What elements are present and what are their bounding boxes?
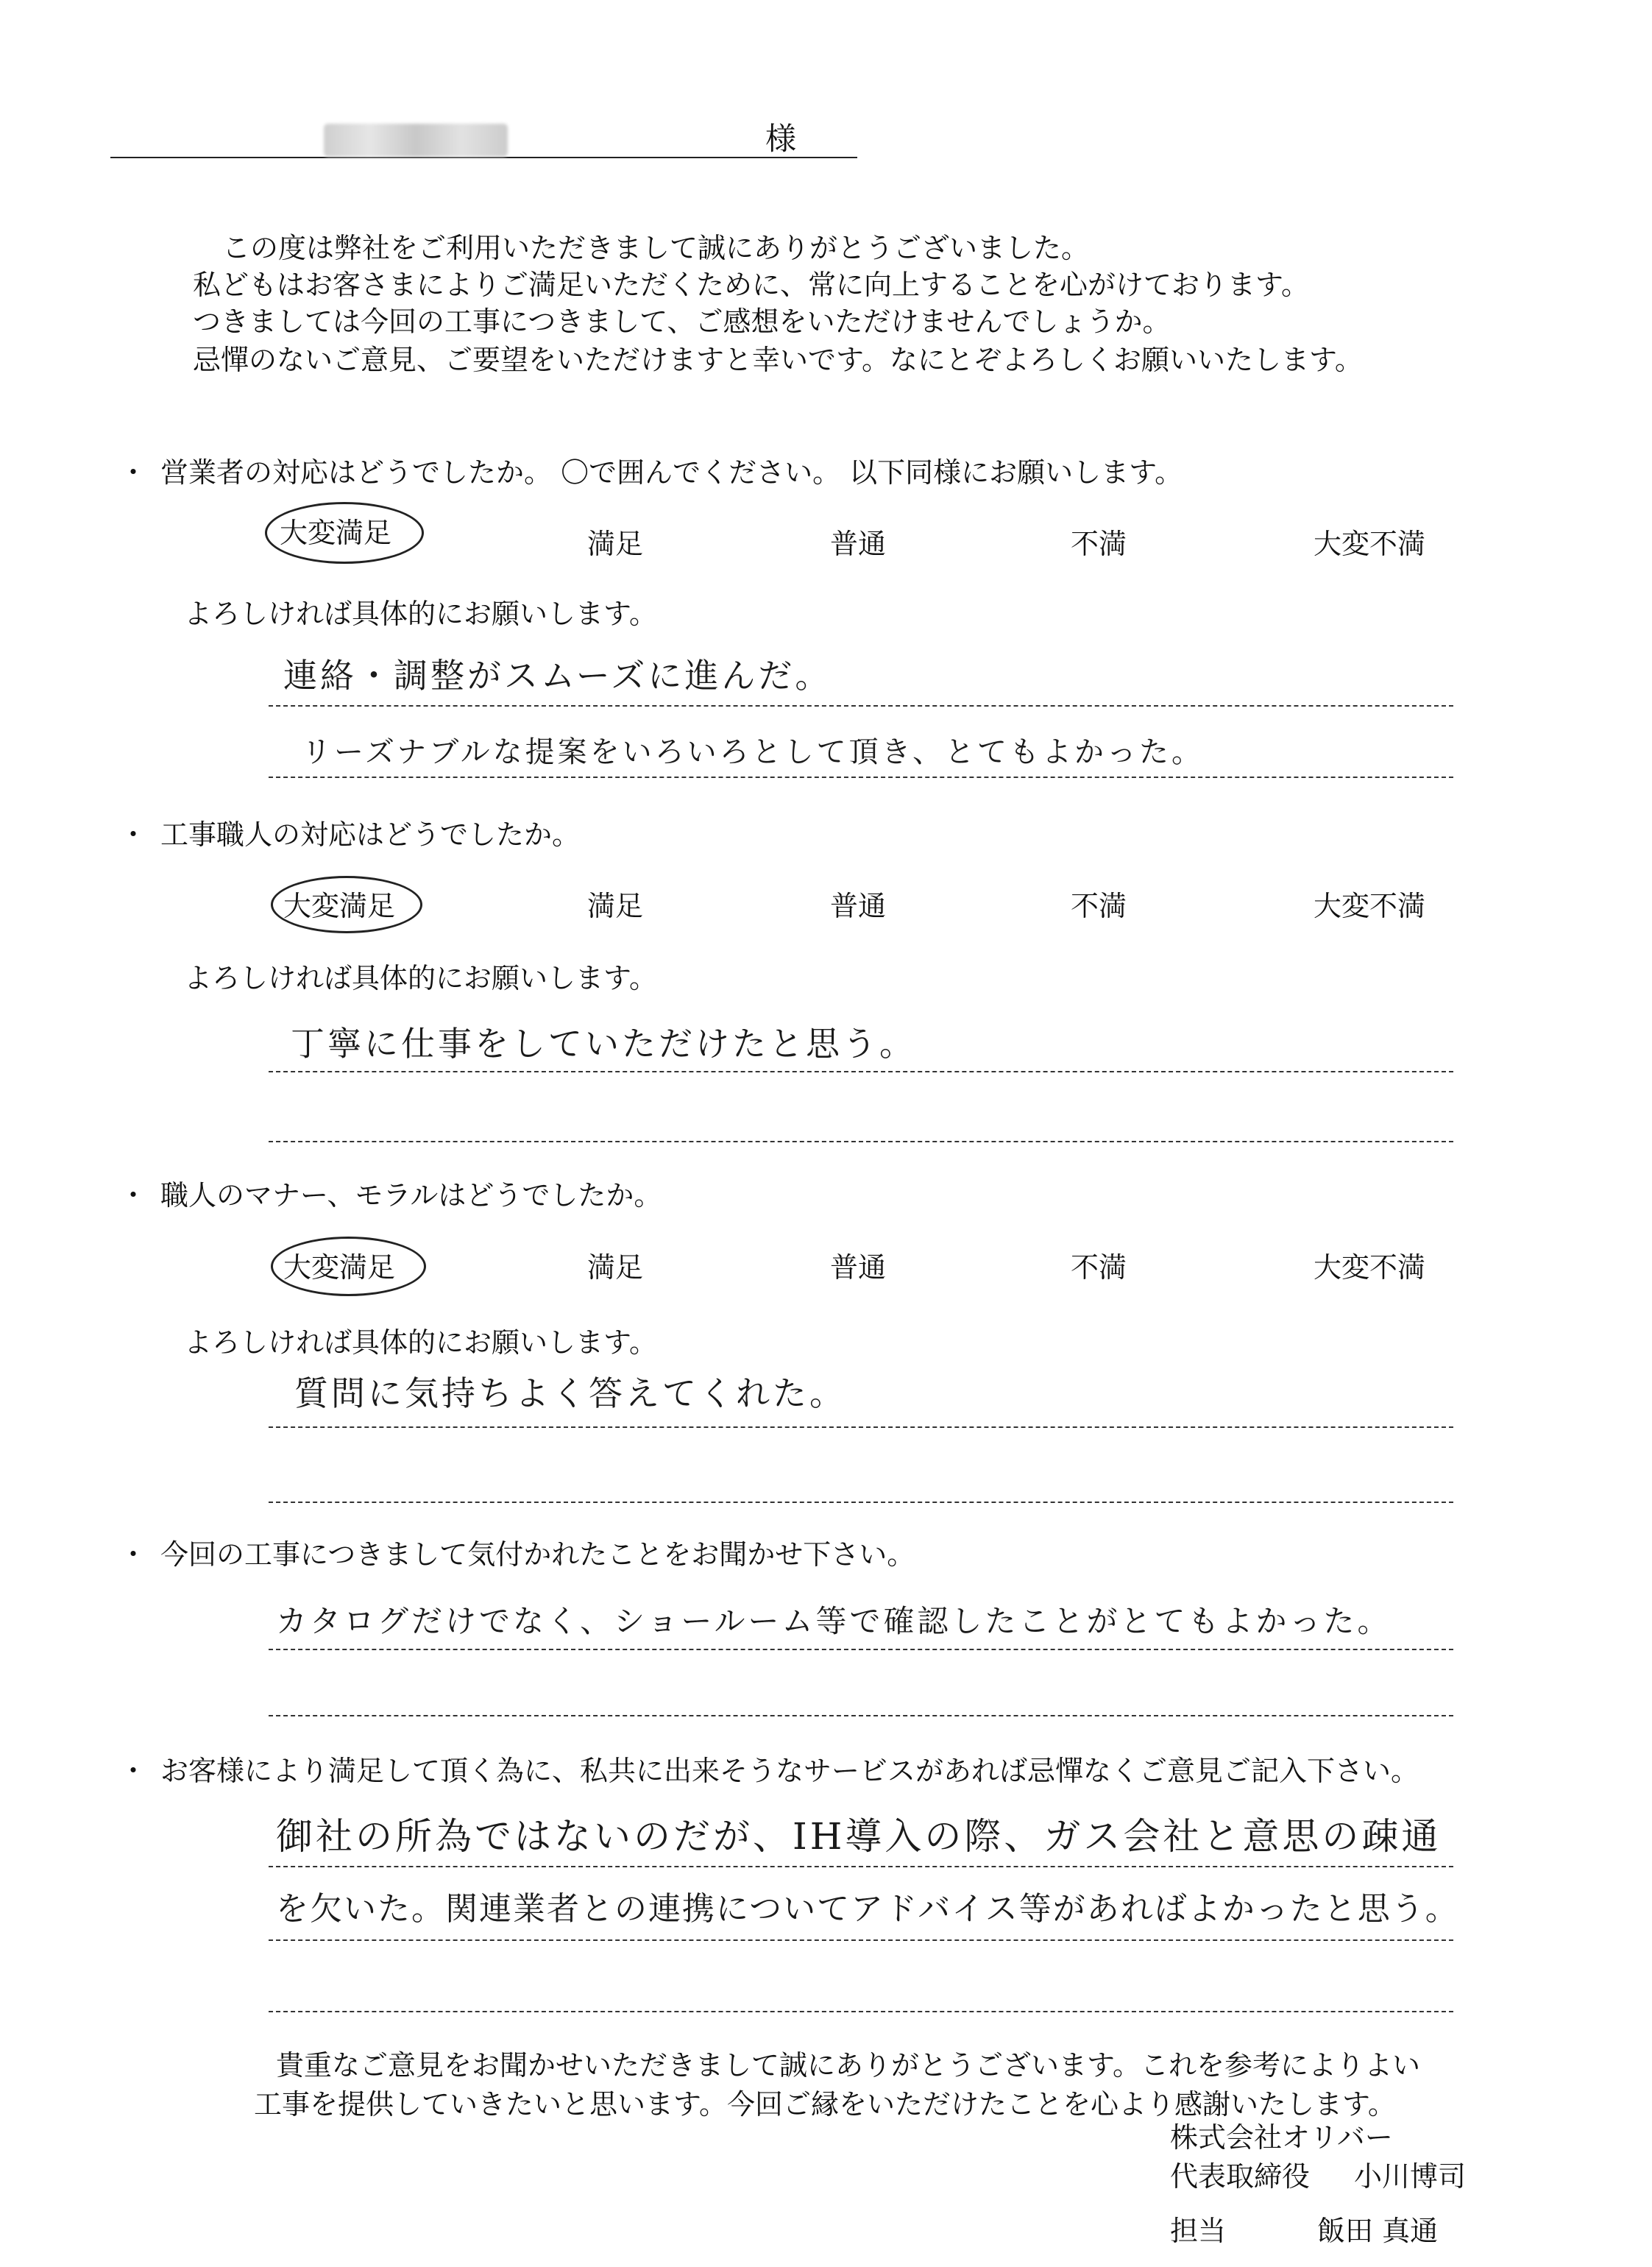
redacted-recipient-name	[324, 124, 508, 157]
recipient-underline	[110, 157, 857, 158]
bullet: ・	[119, 1538, 148, 1571]
detail-prompt: よろしければ具体的にお願いします。	[184, 962, 657, 994]
bullet: ・	[119, 1755, 148, 1787]
answer-line	[269, 2011, 1453, 2012]
answer-3-line-1[interactable]: 質問に気持ちよく答えてくれた。	[294, 1373, 846, 1413]
answer-line	[269, 705, 1453, 707]
rating-very-satisfied[interactable]: 大変満足	[283, 890, 396, 922]
answer-line	[269, 1426, 1453, 1428]
rating-dissatisfied[interactable]: 不満	[1071, 890, 1127, 922]
question-5-text: お客様により満足して頂く為に、私共に出来そうなサービスがあれば忌憚なくご意見ご記入下さい。	[160, 1755, 1419, 1787]
rating-neutral[interactable]: 普通	[830, 890, 887, 922]
rating-very-satisfied[interactable]: 大変満足	[280, 517, 392, 549]
answer-line	[269, 1649, 1453, 1650]
rating-very-dissatisfied[interactable]: 大変不満	[1314, 1251, 1426, 1284]
answer-line	[269, 1866, 1453, 1867]
answer-5-line-2[interactable]: を欠いた。関連業者との連携についてアドバイス等があればよかったと思う。	[276, 1890, 1459, 1928]
question-3-text: 職人のマナー、モラルはどうでしたか。	[160, 1179, 662, 1212]
staff-label: 担当	[1170, 2215, 1227, 2247]
answer-1-line-2[interactable]: リーズナブルな提案をいろいろとして頂き、とてもよかった。	[302, 735, 1204, 769]
detail-prompt: よろしければ具体的にお願いします。	[184, 1326, 657, 1359]
representative-title: 代表取締役	[1170, 2160, 1311, 2193]
answer-line	[269, 1071, 1453, 1072]
company-name: 株式会社オリバー	[1170, 2121, 1393, 2154]
question-1-text: 営業者の対応はどうでしたか。 〇で囲んでください。 以下同様にお願いします。	[160, 456, 1183, 489]
rating-dissatisfied[interactable]: 不満	[1071, 528, 1127, 560]
intro-line-4: 忌憚のないご意見、ご要望をいただけますと幸いです。なにとぞよろしくお願いいたします。	[193, 344, 1363, 376]
question-2-text: 工事職人の対応はどうでしたか。	[160, 818, 581, 851]
bullet: ・	[119, 818, 148, 851]
answer-5-line-1[interactable]: 御社の所為ではないのだが、IH導入の際、ガス会社と意思の疎通	[276, 1815, 1442, 1858]
rating-satisfied[interactable]: 満足	[587, 528, 644, 560]
rating-neutral[interactable]: 普通	[830, 1251, 887, 1284]
answer-line	[269, 1141, 1453, 1142]
intro-line-1: この度は弊社をご利用いただきまして誠にありがとうございました。	[222, 232, 1090, 264]
closing-line-1: 貴重なご意見をお聞かせいただきまして誠にありがとうございます。これを参考によりよい	[276, 2049, 1420, 2082]
question-4-text: 今回の工事につきまして気付かれたことをお聞かせ下さい。	[160, 1538, 915, 1571]
honorific-sama: 様	[765, 121, 797, 157]
rating-satisfied[interactable]: 満足	[587, 890, 644, 922]
closing-line-2: 工事を提供していきたいと思います。今回ご縁をいただけたことを心より感謝いたします。	[254, 2088, 1396, 2121]
intro-line-3: つきましては今回の工事につきまして、ご感想をいただけませんでしょうか。	[193, 305, 1171, 338]
answer-line	[269, 777, 1453, 778]
rating-dissatisfied[interactable]: 不満	[1071, 1251, 1127, 1284]
bullet: ・	[119, 1179, 148, 1212]
answer-1-line-1[interactable]: 連絡・調整がスムーズに進んだ。	[283, 656, 832, 696]
answer-4-line-1[interactable]: カタログだけでなく、ショールーム等で確認したことがとてもよかった。	[276, 1603, 1392, 1639]
staff-name: 飯田 真通	[1317, 2215, 1439, 2247]
rating-very-satisfied[interactable]: 大変満足	[283, 1251, 396, 1284]
rating-very-dissatisfied[interactable]: 大変不満	[1314, 528, 1426, 560]
rating-very-dissatisfied[interactable]: 大変不満	[1314, 890, 1426, 922]
rating-satisfied[interactable]: 満足	[587, 1251, 644, 1284]
detail-prompt: よろしければ具体的にお願いします。	[184, 598, 657, 630]
answer-line	[269, 1502, 1453, 1503]
representative-name: 小川博司	[1354, 2160, 1467, 2193]
intro-line-2: 私どもはお客さまによりご満足いただくために、常に向上することを心がけております。	[193, 269, 1309, 301]
bullet: ・	[119, 456, 148, 489]
rating-neutral[interactable]: 普通	[830, 528, 887, 560]
answer-line	[269, 1715, 1453, 1716]
answer-line	[269, 1939, 1453, 1941]
answer-2-line-1[interactable]: 丁寧に仕事をしていただけたと思う。	[291, 1024, 916, 1064]
